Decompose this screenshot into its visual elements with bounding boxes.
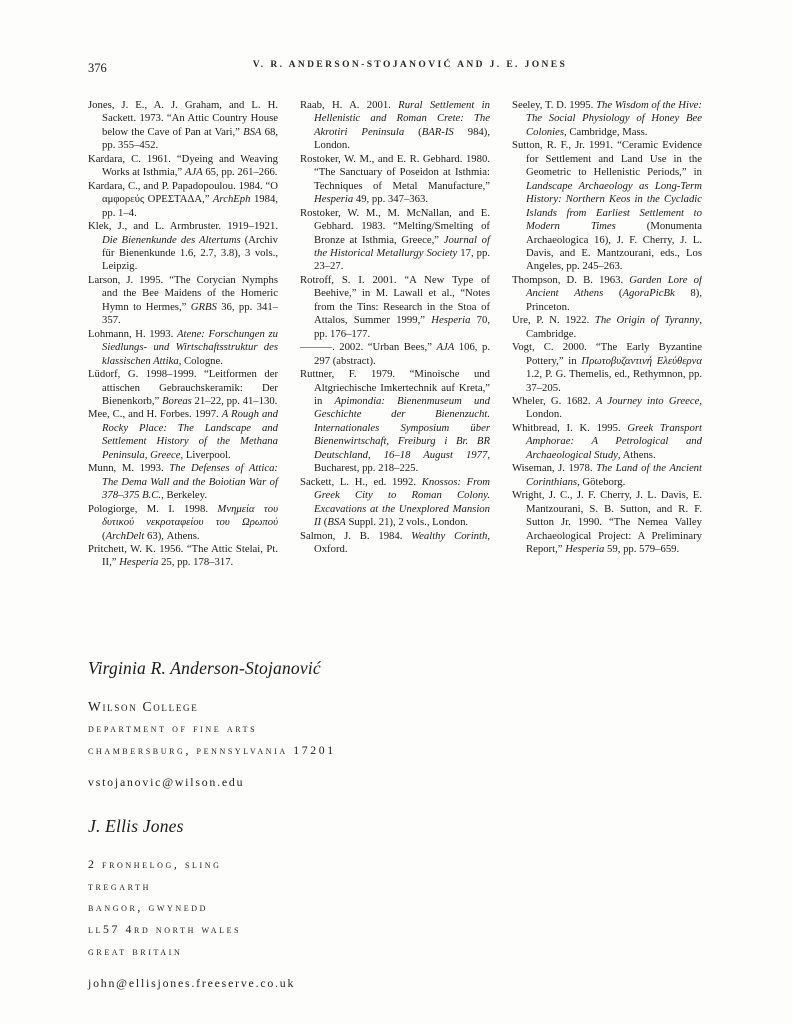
bib-entry bbox=[88, 180, 278, 220]
bibliography-column-1 bbox=[88, 99, 278, 570]
bib-entry-title-segment: The Land of the Ancient Corinthians bbox=[526, 462, 702, 488]
author-block-1 bbox=[88, 658, 702, 790]
bib-entry-text-segment: , Berkeley. bbox=[161, 489, 207, 502]
bib-entry-text-segment: Jones, J. E., A. J. Graham, and L. H. Sackett. 1973. “An Attic Country House below the Cave of Pan at Vari,” bbox=[88, 99, 278, 138]
bib-entry-text-segment: Rostoker, W. M., and E. R. Gebhard. 1980. “The Sanctuary of Poseidon at Isthmia: Techniques of Metal Manufacture,” bbox=[300, 152, 490, 192]
bib-entry bbox=[88, 274, 278, 328]
bib-entry-text-segment: 65, pp. 261–266. bbox=[202, 166, 278, 179]
bib-entry-text-segment: Sackett, L. H., ed. 1992. bbox=[300, 475, 422, 488]
bib-entry-text-segment: 25, pp. 178–317. bbox=[158, 556, 234, 569]
bib-entry-text-segment: 59, pp. 579–659. bbox=[604, 542, 680, 555]
bib-entry bbox=[88, 408, 278, 462]
bib-entry-title-segment: Greek Transport Amphorae: A Petrological and Archaeological Study bbox=[526, 421, 702, 461]
bib-entry bbox=[88, 153, 278, 180]
bib-entry bbox=[512, 314, 702, 341]
bib-entry-text-segment: 36, pp. 341–357. bbox=[102, 300, 279, 327]
bib-entry bbox=[300, 153, 490, 207]
bib-entry-text-segment: Whitbread, I. K. 1995. bbox=[512, 421, 628, 434]
bib-entry bbox=[512, 395, 702, 422]
running-head: V. R. ANDERSON-STOJANOVIĆ AND J. E. JONES bbox=[252, 60, 568, 70]
bib-entry bbox=[512, 341, 702, 395]
bib-entry-text-segment: Rostoker, W. M., M. McNallan, and E. Gebhard. 1983. “Melting/Smelting of Bronze at Isthmia, Greece,” bbox=[300, 206, 490, 246]
bib-entry-text-segment: 106, p. 297 (abstract). bbox=[314, 341, 490, 367]
bib-entry-title-segment: Wealthy Corinth bbox=[411, 529, 488, 542]
bib-entry-text-segment: 63), Athens. bbox=[144, 529, 200, 542]
bib-entry-text-segment: ( bbox=[102, 529, 106, 542]
bib-entry-title-segment: Rural Settlement in Hellenistic and Roman Crete: The Akrotiri Peninsula bbox=[314, 99, 490, 138]
bib-entry-text-segment: ———. 2002. “Urban Bees,” bbox=[300, 341, 437, 354]
bib-entry-title-segment: Πρωτοβυζαντινή Ελεύθερνα bbox=[581, 354, 702, 367]
bib-entry bbox=[88, 328, 278, 368]
bib-entry-text-segment: Kardara, C., and P. Papadopoulou. 1984. “Ο αμφορεύς ΟΡΕΣΤΑΔΑ,” bbox=[88, 179, 278, 206]
bib-entry-title-segment: The Wisdom of the Hive: The Social Physiology of Honey Bee Colonies bbox=[526, 99, 702, 138]
bib-entry bbox=[300, 476, 490, 530]
bibliography bbox=[88, 99, 702, 570]
bib-entry-text-segment: , Oxford. bbox=[314, 529, 491, 555]
bib-entry-text-segment: , Cambridge. bbox=[526, 314, 702, 340]
bib-entry bbox=[512, 274, 702, 314]
bib-entry-text-segment: 1984, pp. 1–4. bbox=[102, 193, 278, 219]
page-content bbox=[88, 60, 702, 991]
author-address-line: tregarth bbox=[88, 878, 151, 893]
bib-entry bbox=[512, 139, 702, 274]
bib-entry-text-segment: 984), London. bbox=[314, 125, 491, 152]
bib-entry-title-segment: Garden Lore of Ancient Athens bbox=[526, 273, 702, 300]
bib-entry-text-segment: Pritchett, W. K. 1956. “The Attic Stelai, Pt. II,” bbox=[88, 542, 278, 569]
bib-entry-title-segment: Journal of the Historical Metallurgy Society bbox=[314, 233, 490, 259]
bib-entry-text-segment: Ure, P. N. 1922. bbox=[512, 314, 595, 327]
bib-entry-text-segment: Vogt, C. 2000. “The Early Byzantine Pottery,” in bbox=[512, 341, 702, 367]
page-header bbox=[88, 60, 702, 76]
bib-entry-text-segment: Wright, J. C., J. F. Cherry, J. L. Davis, E. Mantzourani, S. B. Sutton, and R. F. Sutton Jr. 1990. “The Nemea Valley Archaeological Project: A Preliminary Report,” bbox=[512, 489, 702, 555]
bib-entry-title-segment: The Origin of Tyranny bbox=[594, 314, 700, 327]
bib-entry bbox=[88, 220, 278, 274]
bib-entry bbox=[88, 462, 278, 502]
bib-entry-text-segment: Seeley, T. D. 1995. bbox=[512, 99, 597, 111]
author-address-line: bangor, gwynedd bbox=[88, 900, 209, 915]
bib-entry-title-segment: Landscape Archaeology as Long-Term History: Northern Keos in the Cycladic Islands from Earliest Settlement to Modern Times bbox=[526, 179, 702, 233]
bib-entry-title-segment: AJA bbox=[436, 341, 455, 354]
bib-entry-text-segment: Raab, H. A. 2001. bbox=[300, 99, 399, 111]
bib-entry-text-segment: , Bucharest, pp. 218–225. bbox=[314, 448, 490, 475]
bib-entry-title-segment: Μνημεία του δυτικού νεκροταφείου του Ωρωπού bbox=[102, 502, 278, 529]
bib-entry-text-segment: , London. bbox=[526, 394, 702, 421]
bib-entry bbox=[300, 99, 490, 153]
bib-entry-title-segment: Atene: Forschungen zu Siedlungs- und Wirtschaftsstruktur des klassischen Attika bbox=[102, 327, 278, 367]
bib-entry bbox=[300, 274, 490, 341]
bib-entry-text-segment: Larson, J. 1995. “The Corycian Nymphs and the Bee Maidens of the Homeric Hymn to Hermes,” bbox=[88, 273, 278, 313]
author-contact-section bbox=[88, 658, 702, 991]
bib-entry-text-segment: 68, pp. 355–452. bbox=[102, 125, 279, 152]
bib-entry-text-segment: Rotroff, S. I. 2001. “A New Type of Beehive,” in M. Lawall et al., “Notes from the Tins: Research in the Stoa of Attalos, Summer 1999,” bbox=[300, 273, 490, 327]
bib-entry-text-segment: , Cambridge, Mass. bbox=[564, 125, 648, 138]
bib-entry-title-segment: BSA bbox=[243, 125, 262, 138]
bib-entry-text-segment: Lüdorf, G. 1998–1999. “Leitformen der attischen Gebrauchskeramik: Der Bienenkorb,” bbox=[88, 368, 278, 407]
bib-entry bbox=[300, 530, 490, 557]
bib-entry bbox=[300, 341, 490, 368]
bib-entry-text-segment: Wiseman, J. 1978. bbox=[512, 462, 597, 475]
bib-entry-text-segment: Ruttner, F. 1979. “Minoische und Altgriechische Imkertechnik auf Kreta,” in bbox=[300, 368, 490, 407]
bib-entry bbox=[88, 503, 278, 543]
bib-entry-title-segment: GRBS bbox=[190, 300, 217, 313]
bib-entry bbox=[88, 99, 278, 153]
bib-entry-text-segment: 49, pp. 347–363. bbox=[353, 193, 428, 206]
bib-entry-title-segment: BSA bbox=[327, 516, 346, 529]
bib-entry-text-segment: Salmon, J. B. 1984. bbox=[300, 529, 412, 542]
bib-entry-text-segment: ( bbox=[603, 287, 623, 300]
bib-entry-text-segment: , Göteborg. bbox=[577, 475, 626, 488]
bib-entry bbox=[512, 462, 702, 489]
author-name: Virginia R. Anderson-Stojanović bbox=[88, 658, 321, 678]
bib-entry-text-segment: 1.2, P. G. Themelis, ed., Rethymnon, pp. 37–205. bbox=[526, 368, 702, 394]
bib-entry-text-segment: Thompson, D. B. 1963. bbox=[512, 273, 630, 286]
bib-entry-title-segment: ArchEph bbox=[212, 193, 251, 206]
author-address-line: ll57 4rd north wales bbox=[88, 921, 242, 936]
bib-entry-text-segment: 70, pp. 176–177. bbox=[314, 314, 491, 340]
bibliography-column-2 bbox=[300, 99, 490, 570]
bib-entry-text-segment: Klek, J., and L. Armbruster. 1919–1921. bbox=[88, 220, 278, 233]
bib-entry-text-segment: ( bbox=[404, 125, 422, 138]
bib-entry-text-segment: , Cologne. bbox=[178, 354, 223, 367]
bib-entry-title-segment: A Journey into Greece bbox=[595, 394, 700, 407]
bib-entry-text-segment: Munn, M. 1993. bbox=[88, 462, 170, 475]
bib-entry-text-segment: (Monumenta Archaeologica 16), J. F. Cherry, J. L. Davis, and E. Mantzourani, eds., Los Angeles, pp. 245–263. bbox=[526, 220, 702, 273]
bib-entry-text-segment: Kardara, C. 1961. “Dyeing and Weaving Works at Isthmia,” bbox=[88, 152, 278, 179]
author-email: john@ellisjones.freeserve.co.uk bbox=[88, 976, 296, 991]
bib-entry bbox=[512, 99, 702, 139]
bib-entry-text-segment: Wheler, G. 1682. bbox=[512, 394, 596, 407]
author-address-line: 2 fronhelog, sling bbox=[88, 857, 222, 872]
author-address-line: great britain bbox=[88, 943, 183, 958]
bib-entry-title-segment: Knossos: From Greek City to Roman Colony. Excavations at the Unexplored Mansion II bbox=[314, 475, 490, 529]
bib-entry-title-segment: Die Bienenkunde des Altertums bbox=[102, 233, 241, 246]
author-block-2 bbox=[88, 816, 702, 991]
bib-entry-text-segment: Lohmann, H. 1993. bbox=[88, 327, 177, 340]
bib-entry-text-segment: Mee, C., and H. Forbes. 1997. bbox=[88, 408, 222, 421]
bib-entry-title-segment: Apimondia: Bienenmuseum und Geschichte der Bienenzucht. Internationales Symposium über Bienenwirtschaft, Freiburg i Br. BR Deutschland, 16–18 August 1977 bbox=[314, 394, 490, 461]
author-affiliation-line: chambersburg, pennsylvania 17201 bbox=[88, 742, 336, 757]
bib-entry-text-segment: Suppl. 21), 2 vols., London. bbox=[345, 516, 469, 529]
bib-entry-text-segment: 8), Princeton. bbox=[526, 287, 702, 313]
author-affiliation-line: department of fine arts bbox=[88, 721, 258, 735]
bib-entry bbox=[88, 543, 278, 570]
bib-entry-title-segment: Hesperia bbox=[314, 193, 354, 206]
page-number: 376 bbox=[88, 61, 107, 75]
bib-entry-title-segment: The Defenses of Attica: The Dema Wall and the Boiotian War of 378–375 B.C. bbox=[102, 462, 278, 502]
bib-entry bbox=[512, 422, 702, 462]
bib-entry-title-segment: BAR-IS bbox=[421, 125, 454, 138]
bib-entry bbox=[88, 368, 278, 408]
bib-entry bbox=[300, 368, 490, 476]
bib-entry-text-segment: Pologiorge, M. I. 1998. bbox=[88, 502, 218, 515]
bib-entry-text-segment: 21–22, pp. 41–130. bbox=[191, 394, 278, 407]
bib-entry-text-segment: , Athens. bbox=[617, 448, 656, 461]
bib-entry-text-segment: , Liverpool. bbox=[180, 448, 231, 461]
bib-entry-title-segment: ArchDelt bbox=[105, 529, 145, 542]
bib-entry-text-segment: Sutton, R. F., Jr. 1991. “Ceramic Evidence for Settlement and Land Use in the Geometric to Hellenistic Periods,” in bbox=[512, 139, 702, 179]
author-name: J. Ellis Jones bbox=[88, 816, 184, 837]
bib-entry-title-segment: Hesperia bbox=[565, 542, 605, 555]
author-email: vstojanovic@wilson.edu bbox=[88, 775, 245, 790]
bib-entry-text-segment: (Archiv für Bienenkunde 1.6, 2.7, 3.8), 3 vols., Leipzig. bbox=[102, 233, 278, 273]
bib-entry-title-segment: A Rough and Rocky Place: The Landscape and Settlement History of the Methana Peninsula, Greece bbox=[102, 408, 278, 461]
bib-entry-title-segment: Hesperia bbox=[431, 314, 471, 327]
author-affiliation-line: Wilson College bbox=[88, 699, 199, 714]
bib-entry-title-segment: AgoraPicBk bbox=[622, 287, 675, 300]
bib-entry-title-segment: Boreas bbox=[161, 394, 192, 407]
bib-entry bbox=[300, 207, 490, 274]
bib-entry-text-segment: ( bbox=[321, 516, 328, 529]
bib-entry-title-segment: AJA bbox=[184, 166, 203, 179]
bib-entry bbox=[512, 489, 702, 556]
bib-entry-title-segment: Hesperia bbox=[119, 556, 159, 569]
bib-entry-text-segment: 17, pp. 23–27. bbox=[314, 246, 490, 273]
bibliography-column-3 bbox=[512, 99, 702, 570]
